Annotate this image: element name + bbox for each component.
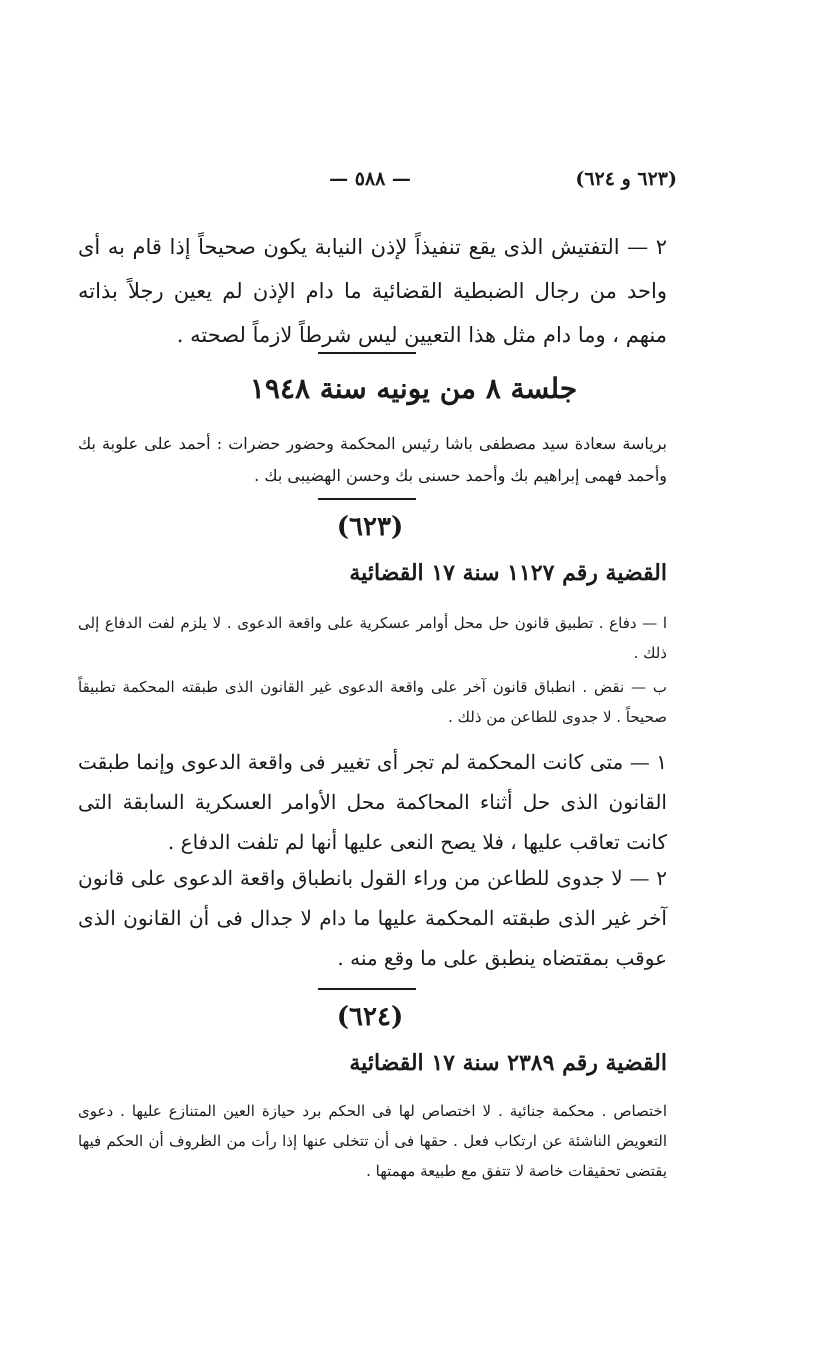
case-number: (٦٢٤)	[336, 1002, 404, 1032]
case-principle: ٢ — لا جدوى للطاعن من وراء القول بانطباق واقعة الدعوى على قانون آخر غير الذى طبقته المحكمة عليها ما دام لا جدال فى أن القانون الذى عوقب بمقتضاه ينطبق على ما وقع منه .	[78, 866, 667, 970]
divider-rule	[318, 498, 416, 500]
case-summary: ا — دفاع . تطبيق قانون حل محل أوامر عسكرية على واقعة الدعوى . لا يلزم لفت الدفاع إلى ذلك .	[78, 614, 667, 662]
intro-principle: ٢ — التفتيش الذى يقع تنفيذاً لإذن النيابة يكون صحيحاً إذا قام به أى واحد من رجال الضبطية القضائية ما دام الإذن لم يعين رجلاً بذاته منهم ، وما دام مثل هذا التعيين ليس شرطاً لازماً لصحته .	[78, 235, 667, 347]
divider-rule	[318, 352, 416, 354]
case-reference: القضية رقم ٢٣٨٩ سنة ١٧ القضائية	[349, 1050, 667, 1076]
header-case-range: (٦٢٣ و ٦٢٤)	[575, 168, 677, 190]
case-reference: القضية رقم ١١٢٧ سنة ١٧ القضائية	[349, 560, 667, 586]
case-principle: ١ — متى كانت المحكمة لم تجر أى تغيير فى واقعة الدعوى وإنما طبقت القانون الذى حل أثناء المحاكمة محل الأوامر العسكرية السابقة التى كانت تعاقب عليها ، فلا يصح النعى عليها أنها لم تلفت الدفاع .	[78, 750, 667, 854]
session-title: جلسة ٨ من يونيه سنة ١٩٤٨	[249, 372, 578, 405]
case-summary: اختصاص . محكمة جنائية . لا اختصاص لها فى الحكم برد حيازة العين المتنازع عليها . دعوى التعويض الناشئة عن ارتكاب فعل . حقها فى أن تتخلى عنها إذا رأت من الظروف أن الحكم فيها يقتضى تحقيقات خاصة لا تتفق مع طبيعة مهمتها .	[78, 1102, 667, 1180]
page-number: — ٥٨٨ —	[329, 168, 411, 190]
case-summary: ب — نقض . انطباق قانون آخر على واقعة الدعوى غير القانون الذى طبقته المحكمة تطبيقاً صحيحاً . لا جدوى للطاعن من ذلك .	[78, 678, 667, 726]
case-number: (٦٢٣)	[336, 512, 404, 542]
session-presidency: برياسة سعادة سيد مصطفى باشا رئيس المحكمة وحضور حضرات : أحمد على علوبة بك وأحمد فهمى إبراهيم بك وأحمد حسنى بك وحسن الهضيبى بك .	[78, 434, 667, 485]
divider-rule	[318, 988, 416, 990]
